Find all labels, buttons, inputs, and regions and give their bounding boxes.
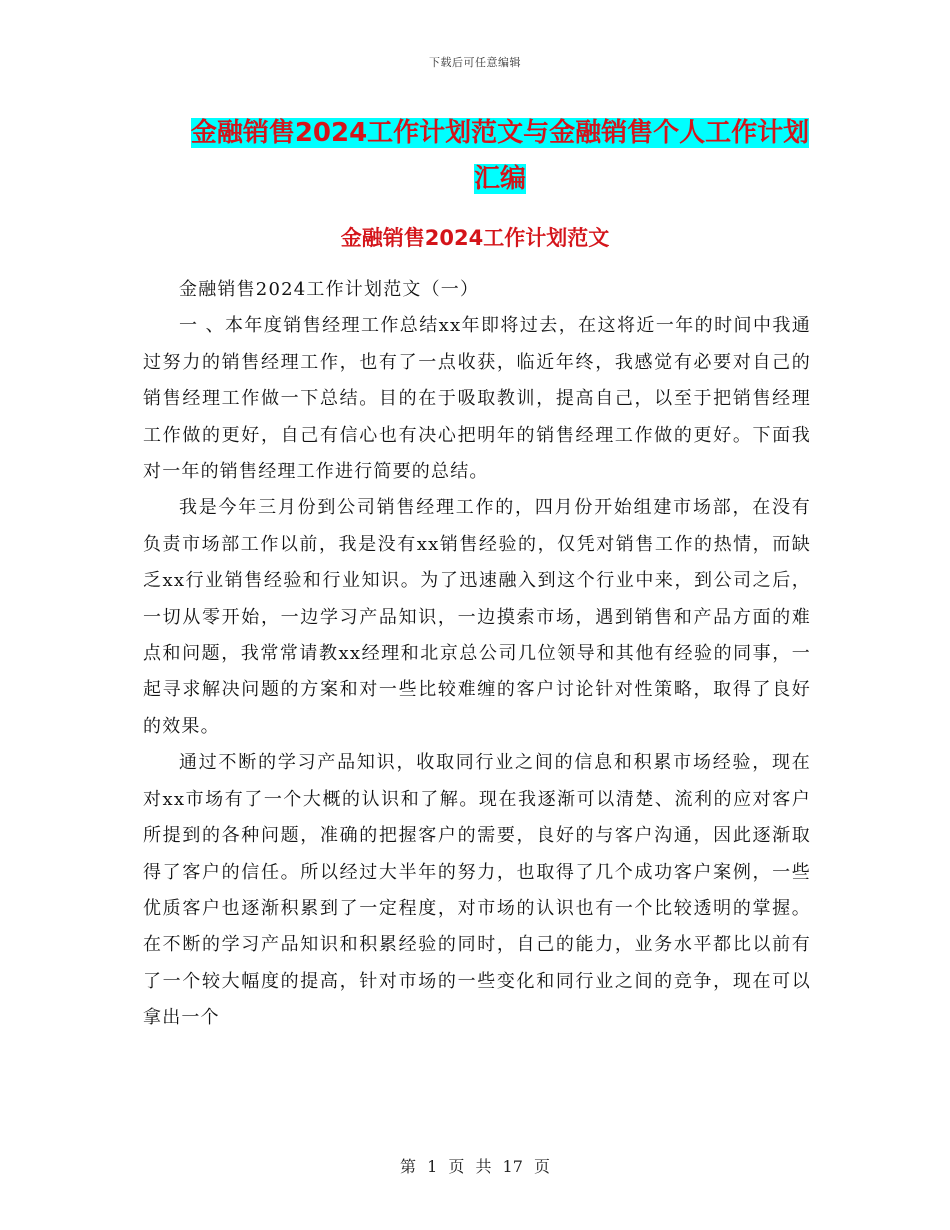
- document-body: [143, 272, 811, 1037]
- paragraph-subtitle: 金融销售2024工作计划范文（一）: [179, 279, 480, 300]
- document-title: [140, 110, 860, 202]
- paragraph: 通过不断的学习产品知识，收取同行业之间的信息和积累市场经验，现在对xx市场有了一个大概的认识和了解。现在我逐渐可以清楚、流利的应对客户所提到的各种问题，准确的把握客户的需要，良好的与客户沟通，因此逐渐取得了客户的信任。所以经过大半年的努力，也取得了几个成功客户案例，一些优质客户也逐渐积累到了一定程度，对市场的认识也有一个比较透明的掌握。在不断的学习产品知识和积累经验的同时，自己的能力，业务水平都比以前有了一个较大幅度的提高，针对市场的一些变化和同行业之间的竞争，现在可以拿出一个: [143, 752, 811, 1029]
- section-title: 金融销售2024工作计划范文: [340, 226, 610, 250]
- document-title-line-1: 金融销售2024工作计划范文与金融销售个人工作计划: [190, 118, 810, 148]
- header-note: 下载后可任意编辑: [429, 56, 521, 69]
- document-title-line-2: 汇编: [473, 164, 526, 194]
- paragraph: 一 、本年度销售经理工作总结xx年即将过去，在这将近一年的时间中我通过努力的销售经理工作，也有了一点收获，临近年终，我感觉有必要对自己的销售经理工作做一下总结。目的在于吸取教训，提高自己，以至于把销售经理工作做的更好，自己有信心也有决心把明年的销售经理工作做的更好。下面我对一年的销售经理工作进行简要的总结。: [143, 315, 811, 483]
- page-number: 第 1 页 共 17 页: [400, 1157, 550, 1176]
- paragraph: 我是今年三月份到公司销售经理工作的，四月份开始组建市场部，在没有负责市场部工作以前，我是没有xx销售经验的，仅凭对销售工作的热情，而缺乏xx行业销售经验和行业知识。为了迅速融入到这个行业中来，到公司之后，一切从零开始，一边学习产品知识，一边摸索市场，遇到销售和产品方面的难点和问题，我常常请教xx经理和北京总公司几位领导和其他有经验的同事，一起寻求解决问题的方案和对一些比较难缠的客户讨论针对性策略，取得了良好的效果。: [143, 497, 811, 737]
